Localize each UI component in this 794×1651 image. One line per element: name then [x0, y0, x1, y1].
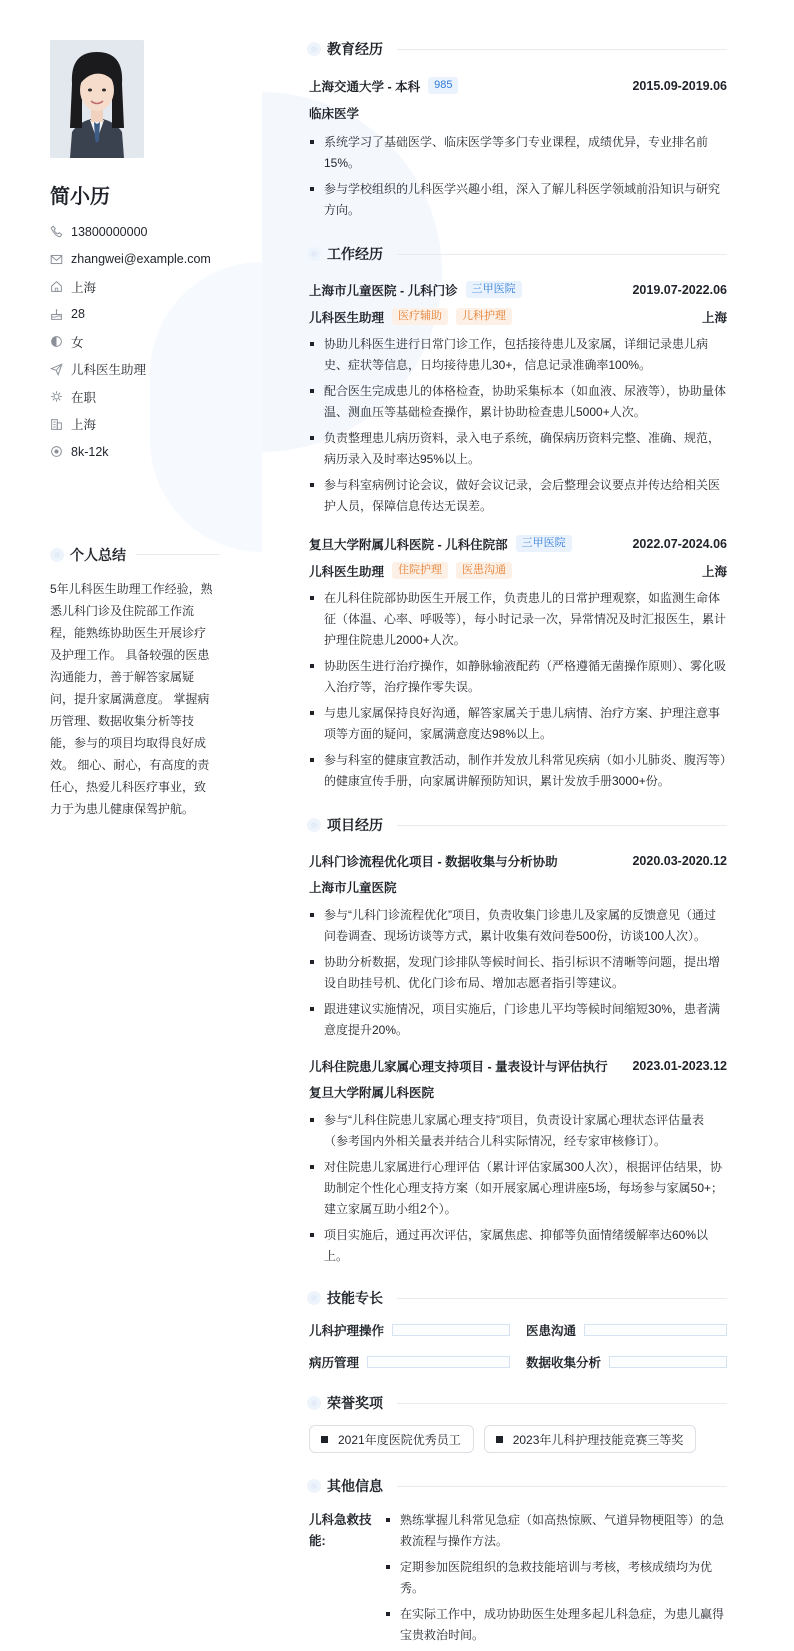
list-item: 协助儿科医生进行日常门诊工作，包括接待患儿及家属，详细记录患儿病史、症状等信息，日均接待患儿30+，信息记录准确率100%。: [309, 334, 727, 376]
job-org: 复旦大学附属儿科医院 - 儿科住院部: [309, 537, 508, 552]
status-icon: [50, 390, 63, 403]
section-title-text: 个人总结: [70, 546, 126, 563]
job-bullets: [309, 334, 727, 517]
education-bullets: [309, 132, 727, 221]
info-row-work-city: [50, 411, 220, 439]
resume-name: 简小历: [50, 186, 110, 208]
list-item: 在儿科住院部协助医生开展工作，负责患儿的日常护理观察，如监测生命体征（体温、心率、呼吸等），每小时记录一次，异常情况及时汇报医生，累计护理住院患儿2000+人次。: [309, 588, 727, 651]
info-text: 13800000000: [71, 224, 148, 239]
skill-item: [526, 1353, 727, 1371]
project-name: 儿科住院患儿家属心理支持项目 - 量表设计与评估执行: [309, 1059, 608, 1074]
section-title-text: 技能专长: [327, 1290, 383, 1306]
awards-section-title: [309, 1394, 727, 1412]
section-title-text: 项目经历: [327, 817, 383, 833]
job-date: 2022.07-2024.06: [632, 536, 727, 551]
send-icon: [50, 363, 63, 376]
education-header: [309, 76, 727, 95]
section-dot-icon: [307, 1396, 321, 1410]
summary-text: 5年儿科医生助理工作经验，熟悉儿科门诊及住院部工作流程，能熟练协助医生开展诊疗及护理工作。 具备较强的医患沟通能力，善于解答家属疑问，提升家属满意度。 掌握病历管理、数据收集分析等技能，参与的项目均取得良好成效。 细心、耐心，有高度的责任心，热爱儿科医疗事业，致力于为患儿健康保驾护航。: [50, 581, 213, 816]
other-section-title: [309, 1477, 727, 1495]
project-name: 儿科门诊流程优化项目 - 数据收集与分析协助: [309, 854, 558, 869]
info-row-age: [50, 301, 220, 329]
other-info: [309, 1510, 727, 1651]
skill-name: 医患沟通: [526, 1324, 577, 1338]
other-label: 儿科急救技能:: [309, 1513, 372, 1548]
job-entry: [309, 534, 727, 792]
job-header: [309, 280, 727, 299]
project-org: 上海市儿童医院: [309, 881, 397, 895]
list-item: 参与学校组织的儿科医学兴趣小组，深入了解儿科医学领域前沿知识与研究方向。: [309, 179, 727, 221]
info-text: 儿科医生助理: [71, 363, 147, 378]
list-item: 参与科室病例讨论会议，做好会议记录，会后整理会议要点并传达给相关医护人员，保障信息传达无误差。: [309, 475, 727, 517]
job-role: 儿科医生助理: [309, 564, 385, 579]
skill-name: 数据收集分析: [526, 1356, 602, 1370]
divider: [397, 1298, 727, 1299]
divider: [397, 49, 727, 50]
building-icon: [50, 418, 63, 431]
role-tag: 医疗辅助: [392, 308, 448, 325]
info-text: 女: [71, 335, 84, 350]
info-text: 28: [71, 307, 85, 322]
skill-bar: [584, 1324, 727, 1336]
award-text: 2023年儿科护理技能竞赛三等奖: [512, 1432, 684, 1447]
square-bullet-icon: [321, 1436, 328, 1443]
award-chip: [484, 1425, 697, 1453]
mail-icon: [50, 253, 63, 266]
list-item: 参与“儿科门诊流程优化”项目，负责收集门诊患儿及家属的反馈意见（通过问卷调查、现场访谈等方式，累计收集有效问卷500份，访谈100人次）。: [309, 905, 727, 947]
section-title-text: 其他信息: [327, 1478, 383, 1494]
divider: [397, 254, 727, 255]
awards-list: [309, 1425, 727, 1453]
skill-item: [309, 1321, 510, 1339]
skill-item: [309, 1353, 510, 1371]
project-org: 复旦大学附属儿科医院: [309, 1086, 435, 1100]
info-row-phone: [50, 218, 220, 246]
project-date: 2020.03-2020.12: [632, 853, 727, 868]
section-dot-icon: [307, 1479, 321, 1493]
divider: [136, 554, 220, 555]
info-row-location: [50, 273, 220, 301]
list-item: 项目实施后，通过再次评估，家属焦虑、抑郁等负面情绪缓解率达60%以上。: [309, 1225, 727, 1267]
job-date: 2019.07-2022.06: [632, 282, 727, 297]
list-item: 参与“儿科住院患儿家属心理支持”项目，负责设计家属心理状态评估量表（参考国内外相关量表并结合儿科实际情况，经专家审核修订）。: [309, 1110, 727, 1152]
job-bullets: [309, 588, 727, 792]
divider: [397, 1403, 727, 1404]
role-tag: 住院护理: [392, 562, 448, 579]
other-bullets: [385, 1510, 727, 1651]
job-header: [309, 534, 727, 553]
list-item: 在实际工作中，成功协助医生处理多起儿科急症，为患儿赢得宝贵救治时间。: [385, 1604, 727, 1646]
avatar: [50, 40, 144, 158]
project-header: [309, 1056, 727, 1075]
salary-icon: [50, 445, 63, 458]
skill-bar: [367, 1356, 510, 1368]
info-text: 8k-12k: [71, 444, 109, 459]
skills-grid: [309, 1321, 727, 1371]
list-item: 负责整理患儿病历资料，录入电子系统，确保病历资料完整、准确、规范，病历录入及时率达95%以上。: [309, 428, 727, 470]
school-tag: 985: [428, 77, 458, 94]
section-title-text: 教育经历: [327, 41, 383, 57]
award-chip: [309, 1425, 474, 1453]
role-tag: 儿科护理: [456, 308, 512, 325]
main-content: [309, 40, 727, 1651]
list-item: 对住院患儿家属进行心理评估（累计评估家属300人次），根据评估结果，协助制定个性化心理支持方案（如开展家属心理讲座5场，每场参与家属50+；建立家属互助小组2个）。: [309, 1157, 727, 1220]
divider: [397, 1486, 727, 1487]
award-text: 2021年度医院优秀员工: [338, 1432, 461, 1447]
skill-item: [526, 1321, 727, 1339]
org-tag: 三甲医院: [516, 535, 572, 552]
section-title-text: 荣誉奖项: [327, 1395, 383, 1411]
divider: [397, 825, 727, 826]
info-row-email: [50, 246, 220, 274]
sidebar: [50, 40, 220, 820]
info-text: 上海: [71, 280, 97, 295]
info-text: zhangwei@example.com: [71, 252, 211, 267]
info-row-position: [50, 356, 220, 384]
list-item: 协助医生进行治疗操作，如静脉输液配药（严格遵循无菌操作原则）、雾化吸入治疗等，治疗操作零失误。: [309, 656, 727, 698]
project-entry: [309, 1056, 727, 1267]
major: 临床医学: [309, 107, 360, 121]
list-item: 配合医生完成患儿的体格检查，协助采集标本（如血液、尿液等），协助量体温、测血压等基础检查操作，累计协助检查患儿5000+人次。: [309, 381, 727, 423]
work-section-title: [309, 245, 727, 263]
avatar-photo: [50, 40, 144, 158]
school-name: 上海交通大学 - 本科: [309, 79, 421, 94]
info-row-salary: [50, 438, 220, 466]
project-entry: [309, 851, 727, 1041]
org-tag: 三甲医院: [466, 281, 522, 298]
info-row-gender: [50, 328, 220, 356]
job-city: 上海: [701, 310, 727, 325]
education-date: 2015.09-2019.06: [632, 78, 727, 93]
project-date: 2023.01-2023.12: [632, 1058, 727, 1073]
skill-name: 儿科护理操作: [309, 1324, 385, 1338]
job-org: 上海市儿童医院 - 儿科门诊: [309, 283, 458, 298]
list-item: 参与科室的健康宣教活动，制作并发放儿科常见疾病（如小儿肺炎、腹泻等）的健康宣传手册，向家属讲解预防知识，累计发放手册3000+份。: [309, 750, 727, 792]
contact-info: [50, 218, 220, 466]
info-text: 上海: [71, 418, 97, 433]
role-tag: 医患沟通: [456, 562, 512, 579]
cake-icon: [50, 308, 63, 321]
job-entry: [309, 280, 727, 517]
job-city: 上海: [701, 564, 727, 579]
section-dot-icon: [50, 548, 64, 562]
section-dot-icon: [307, 818, 321, 832]
project-bullets: [309, 1110, 727, 1267]
skill-bar: [609, 1356, 727, 1368]
skill-bar: [392, 1324, 510, 1336]
project-bullets: [309, 905, 727, 1041]
list-item: 与患儿家属保持良好沟通，解答家属关于患儿病情、治疗方案、护理注意事项等方面的疑问，家属满意度达98%以上。: [309, 703, 727, 745]
education-section-title: [309, 40, 727, 58]
list-item: 系统学习了基础医学、临床医学等多门专业课程，成绩优异，专业排名前15%。: [309, 132, 727, 174]
skills-section-title: [309, 1289, 727, 1307]
info-row-status: [50, 383, 220, 411]
gender-icon: [50, 335, 63, 348]
skill-name: 病历管理: [309, 1356, 360, 1370]
job-role-row: [309, 307, 727, 326]
job-role: 儿科医生助理: [309, 310, 385, 325]
home-icon: [50, 280, 63, 293]
list-item: 协助分析数据，发现门诊排队等候时间长、指引标识不清晰等问题，提出增设自助挂号机、优化门诊布局、增加志愿者指引等建议。: [309, 952, 727, 994]
list-item: 熟练掌握儿科常见急症（如高热惊厥、气道异物梗阻等）的急救流程与操作方法。: [385, 1510, 727, 1552]
list-item: 定期参加医院组织的急救技能培训与考核，考核成绩均为优秀。: [385, 1557, 727, 1599]
square-bullet-icon: [496, 1436, 503, 1443]
section-dot-icon: [307, 1291, 321, 1305]
job-role-row: [309, 561, 727, 580]
info-text: 在职: [71, 390, 97, 405]
phone-icon: [50, 225, 63, 238]
section-title-text: 工作经历: [327, 246, 383, 262]
section-dot-icon: [307, 247, 321, 261]
section-dot-icon: [307, 42, 321, 56]
projects-section-title: [309, 816, 727, 834]
project-header: [309, 851, 727, 870]
summary-section-title: [50, 546, 220, 564]
list-item: 跟进建议实施情况，项目实施后，门诊患儿平均等候时间缩短30%，患者满意度提升20%。: [309, 999, 727, 1041]
